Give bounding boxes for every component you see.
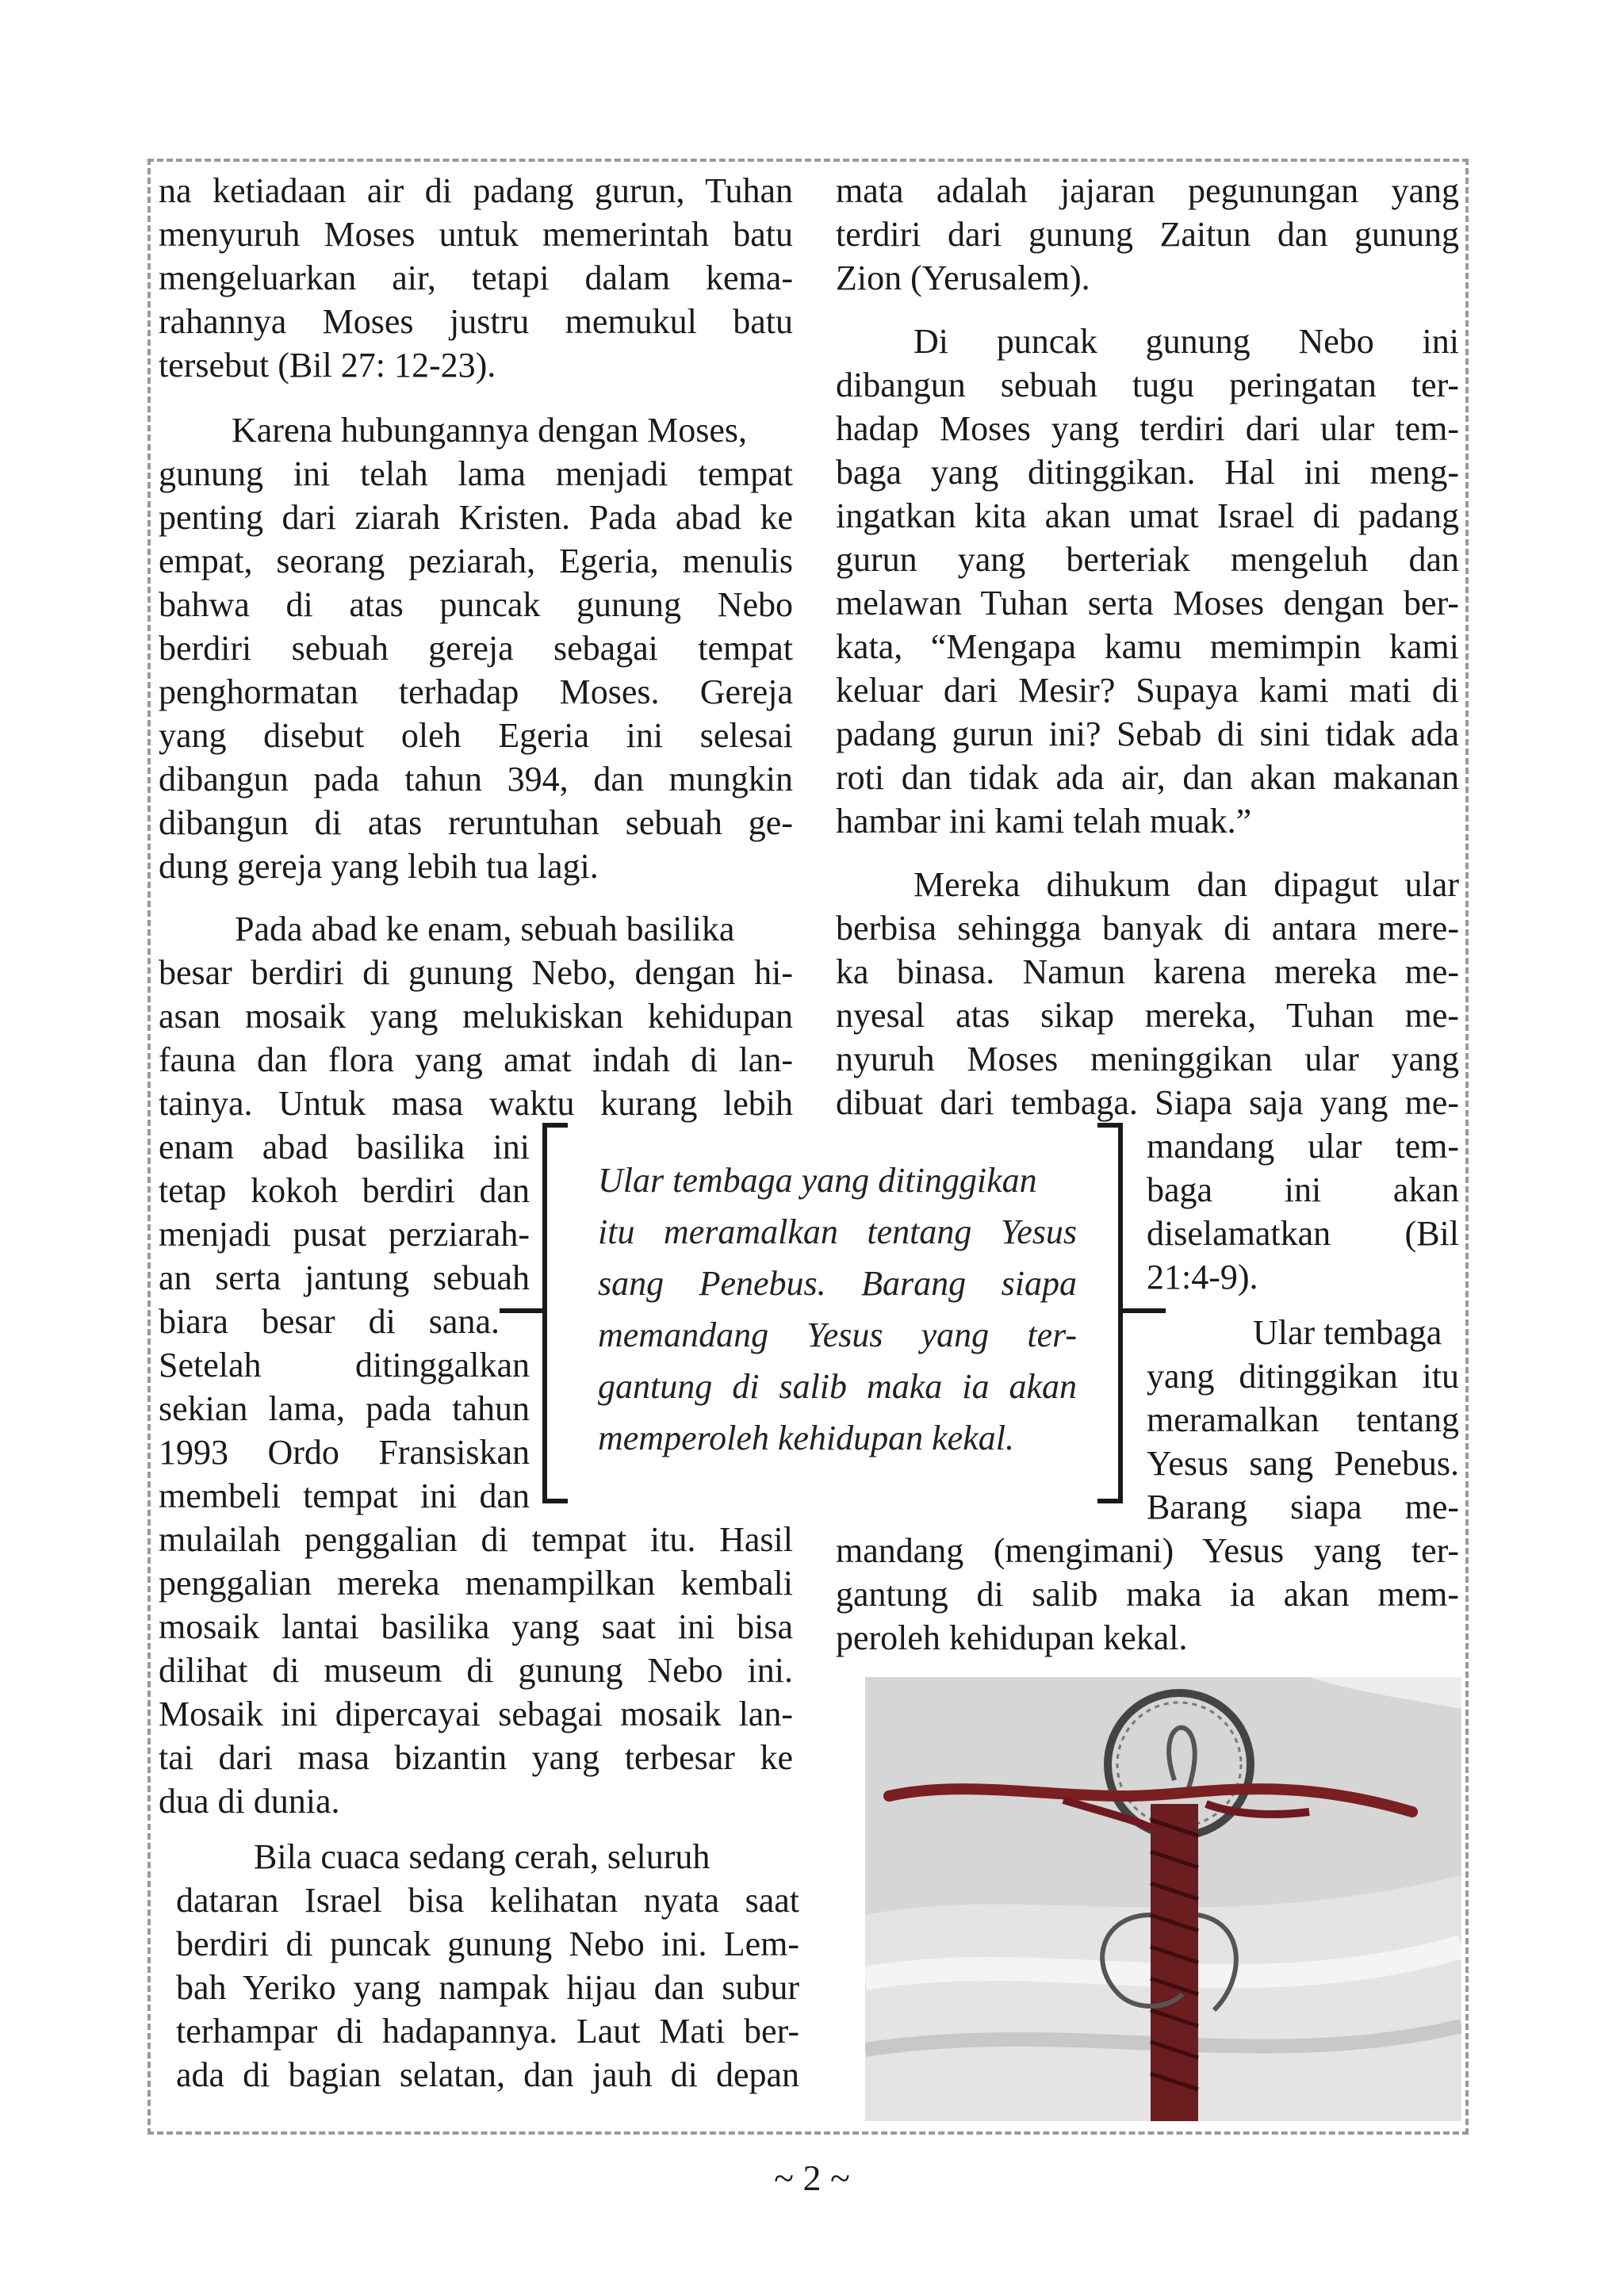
quote-line: memperoleh kehidupan kekal.: [598, 1419, 1014, 1457]
serpent-monument-photo: [865, 1677, 1461, 2121]
text-line: Mereka dihukum dan dipagut ular: [914, 865, 1459, 904]
bracket-tick: [500, 1308, 544, 1313]
text-line: mulailah penggalian di tempat itu. Hasil: [159, 1520, 793, 1559]
text-line: nyuruh Moses meninggikan ular yang: [836, 1040, 1459, 1078]
text-line: gunung ini telah lama menjadi tempat: [159, 454, 793, 493]
text-line: dua di dunia.: [159, 1782, 340, 1821]
text-line: keluar dari Mesir? Supaya kami mati di: [836, 671, 1459, 710]
text-line: baga yang ditinggikan. Hal ini meng-: [836, 453, 1459, 492]
text-line: gantung di salib maka ia akan mem-: [836, 1575, 1459, 1614]
text-line: roti dan tidak ada air, dan akan makanan: [836, 758, 1459, 797]
text-line: yang disebut oleh Egeria ini selesai: [159, 716, 793, 755]
text-line: ada di bagian selatan, dan jauh di depan: [176, 2055, 799, 2094]
quote-line: Ular tembaga yang ditinggikan: [598, 1161, 1037, 1200]
text-line: berdiri di puncak gunung Nebo ini. Lem-: [176, 1924, 799, 1963]
text-line: biara besar di sana.: [159, 1302, 500, 1341]
quote-line: memandang Yesus yang ter-: [598, 1316, 1077, 1354]
text-line: mengeluarkan air, tetapi dalam kema-: [159, 259, 793, 297]
text-line: Setelah ditinggalkan: [159, 1346, 530, 1384]
text-line: tainya. Untuk masa waktu kurang lebih: [159, 1084, 793, 1123]
text-line: terdiri dari gunung Zaitun dan gunung: [836, 215, 1459, 254]
text-line: fauna dan flora yang amat indah di lan-: [159, 1040, 793, 1079]
text-line: Karena hubungannya dengan Moses,: [232, 411, 748, 450]
text-line: dibangun di atas reruntuhan sebuah ge-: [159, 803, 793, 842]
text-line: dibangun pada tahun 394, dan mungkin: [159, 760, 793, 798]
right-bracket: [1097, 1123, 1123, 1503]
text-line: besar berdiri di gunung Nebo, dengan hi-: [159, 953, 793, 992]
text-line: dilihat di museum di gunung Nebo ini.: [159, 1651, 793, 1690]
text-line: berbisa sehingga banyak di antara mere-: [836, 909, 1459, 948]
text-line: dung gereja yang lebih tua lagi.: [159, 847, 599, 886]
text-line: diselamatkan (Bil: [1147, 1214, 1459, 1253]
text-line: yang ditinggikan itu: [1147, 1357, 1459, 1396]
text-line: gurun yang berteriak mengeluh dan: [836, 540, 1459, 579]
text-line: Ular tembaga: [1253, 1313, 1442, 1352]
text-line: asan mosaik yang melukiskan kehidupan: [159, 997, 793, 1036]
text-line: penghormatan terhadap Moses. Gereja: [159, 672, 793, 711]
text-line: dibangun sebuah tugu peringatan ter-: [836, 366, 1459, 404]
quote-line: gantung di salib maka ia akan: [598, 1367, 1077, 1406]
text-line: penggalian mereka menampilkan kembali: [159, 1564, 793, 1603]
text-line: tetap kokoh berdiri dan: [159, 1171, 530, 1210]
text-line: rahannya Moses justru memukul batu: [159, 302, 793, 341]
text-line: penting dari ziarah Kristen. Pada abad ke: [159, 498, 793, 537]
text-line: na ketiadaan air di padang gurun, Tuhan: [159, 171, 793, 210]
text-line: membeli tempat ini dan: [159, 1476, 530, 1515]
text-line: Zion (Yerusalem).: [836, 259, 1090, 297]
text-line: 21:4-9).: [1147, 1258, 1258, 1296]
text-line: hadap Moses yang terdiri dari ular tem-: [836, 409, 1459, 448]
text-line: bahwa di atas puncak gunung Nebo: [159, 585, 793, 624]
text-line: dataran Israel bisa kelihatan nyata saat: [176, 1881, 799, 1920]
quote-line: sang Penebus. Barang siapa: [598, 1264, 1077, 1303]
text-line: ka binasa. Namun karena mereka me-: [836, 952, 1459, 991]
text-line: empat, seorang peziarah, Egeria, menulis: [159, 542, 793, 580]
page-number: ~ 2 ~: [774, 2158, 850, 2198]
text-line: mandang (mengimani) Yesus yang ter-: [836, 1531, 1459, 1570]
text-line: hambar ini kami telah muak.”: [836, 802, 1252, 841]
text-line: enam abad basilika ini: [159, 1128, 530, 1166]
text-line: ingatkan kita akan umat Israel di padang: [836, 496, 1459, 535]
text-line: Mosaik ini dipercayai sebagai mosaik lan-: [159, 1695, 793, 1733]
text-line: 1993 Ordo Fransiskan: [159, 1433, 530, 1472]
text-line: padang gurun ini? Sebab di sini tidak ada: [836, 714, 1459, 753]
text-line: menjadi pusat perziarah-: [159, 1215, 530, 1254]
text-line: an serta jantung sebuah: [159, 1258, 530, 1297]
text-line: tai dari masa bizantin yang terbesar ke: [159, 1738, 793, 1777]
text-line: Yesus sang Penebus.: [1147, 1444, 1459, 1483]
text-line: nyesal atas sikap mereka, Tuhan me-: [836, 996, 1459, 1035]
text-line: terhampar di hadapannya. Laut Mati ber-: [176, 2012, 799, 2051]
text-line: tersebut (Bil 27: 12-23).: [159, 346, 496, 385]
text-line: sekian lama, pada tahun: [159, 1389, 530, 1428]
bracket-tick: [1121, 1308, 1166, 1313]
text-line: melawan Tuhan serta Moses dengan ber-: [836, 584, 1459, 622]
left-bracket: [542, 1123, 568, 1503]
text-line: menyuruh Moses untuk memerintah batu: [159, 215, 793, 254]
text-line: dibuat dari tembaga. Siapa saja yang me-: [836, 1083, 1459, 1122]
text-line: peroleh kehidupan kekal.: [836, 1618, 1188, 1657]
text-line: Bila cuaca sedang cerah, seluruh: [254, 1837, 710, 1876]
text-line: kata, “Mengapa kamu memimpin kami: [836, 627, 1459, 666]
text-line: Di puncak gunung Nebo ini: [914, 322, 1459, 361]
text-line: baga ini akan: [1147, 1170, 1459, 1209]
text-line: Barang siapa me-: [1147, 1488, 1459, 1526]
text-line: meramalkan tentang: [1147, 1400, 1459, 1439]
text-line: Pada abad ke enam, sebuah basilika: [235, 910, 735, 948]
text-line: mosaik lantai basilika yang saat ini bisa: [159, 1607, 793, 1646]
text-line: bah Yeriko yang nampak hijau dan subur: [176, 1968, 799, 2007]
text-line: mata adalah jajaran pegunungan yang: [836, 171, 1459, 210]
text-line: berdiri sebuah gereja sebagai tempat: [159, 629, 793, 668]
quote-line: itu meramalkan tentang Yesus: [598, 1212, 1077, 1251]
text-line: mandang ular tem-: [1147, 1127, 1459, 1166]
